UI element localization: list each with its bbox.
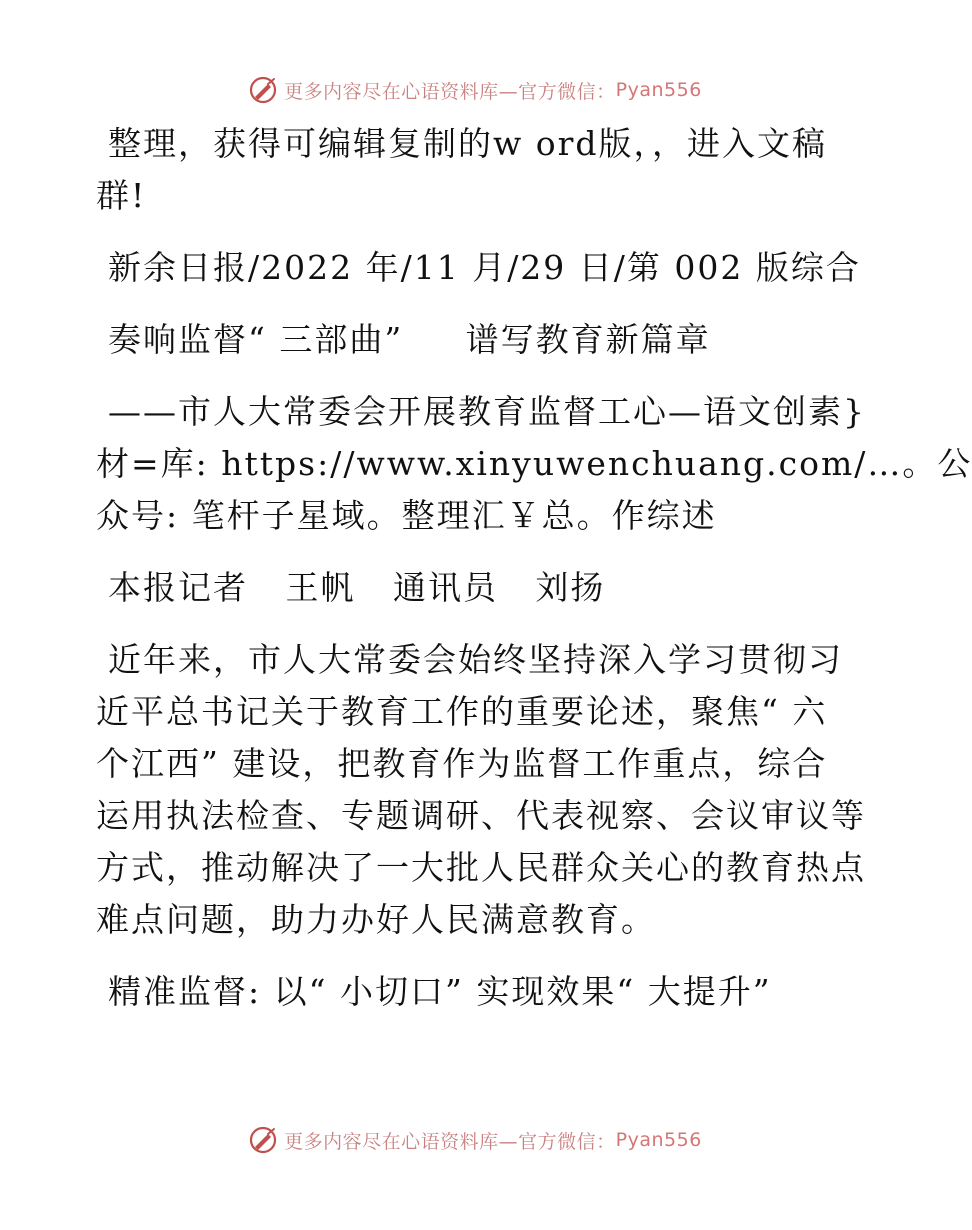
source-line: 新余日报/2022 年/11 月/29 日/第 002 版综合 [108, 248, 861, 287]
footer-watermark [0, 1120, 950, 1160]
body-line: 个江西” 建设，把教育作为监督工作重点，综合 [96, 744, 828, 783]
watermark-wechat-id: Pyan556 [615, 1129, 702, 1151]
quill-logo-icon [248, 75, 278, 105]
watermark-text: 更多内容尽在心语资料库—官方微信： [284, 80, 616, 103]
document-body [96, 118, 972, 1018]
subtitle-line-3: 众号: 笔杆子星域。整理汇￥总。作综述 [96, 496, 717, 535]
intro-line-1: 整理，获得可编辑复制的w ord版，，进入文稿 [108, 124, 828, 163]
watermark-text: 更多内容尽在心语资料库—官方微信： [284, 1130, 616, 1153]
subtitle-line-1: ——市人大常委会开展教育监督工心—语文创素} [108, 392, 866, 431]
header-watermark [0, 70, 950, 110]
quill-logo-icon [248, 1125, 278, 1155]
body-line: 方式，推动解决了一大批人民群众关心的教育热点 [96, 848, 866, 887]
section-heading: 精准监督: 以“ 小切口” 实现效果“ 大提升” [108, 972, 772, 1011]
watermark-wechat-id: Pyan556 [615, 79, 702, 101]
intro-line-2: 群! [96, 176, 147, 215]
body-paragraph [96, 634, 866, 946]
byline: 本报记者 王帆 通讯员 刘扬 [108, 568, 606, 607]
subtitle-line-2: 材=库: https://www.xinyuwenchuang.com/…。公 [96, 444, 972, 483]
body-line: 运用执法检查、专题调研、代表视察、会议审议等 [96, 796, 866, 835]
body-line: 近平总书记关于教育工作的重要论述，聚焦“ 六 [96, 692, 828, 731]
article-title: 奏响监督“ 三部曲” 谱写教育新篇章 [108, 320, 711, 359]
body-line: 近年来，市人大常委会始终坚持深入学习贯彻习 [108, 640, 843, 679]
body-line: 难点问题，助力办好人民满意教育。 [96, 900, 656, 939]
